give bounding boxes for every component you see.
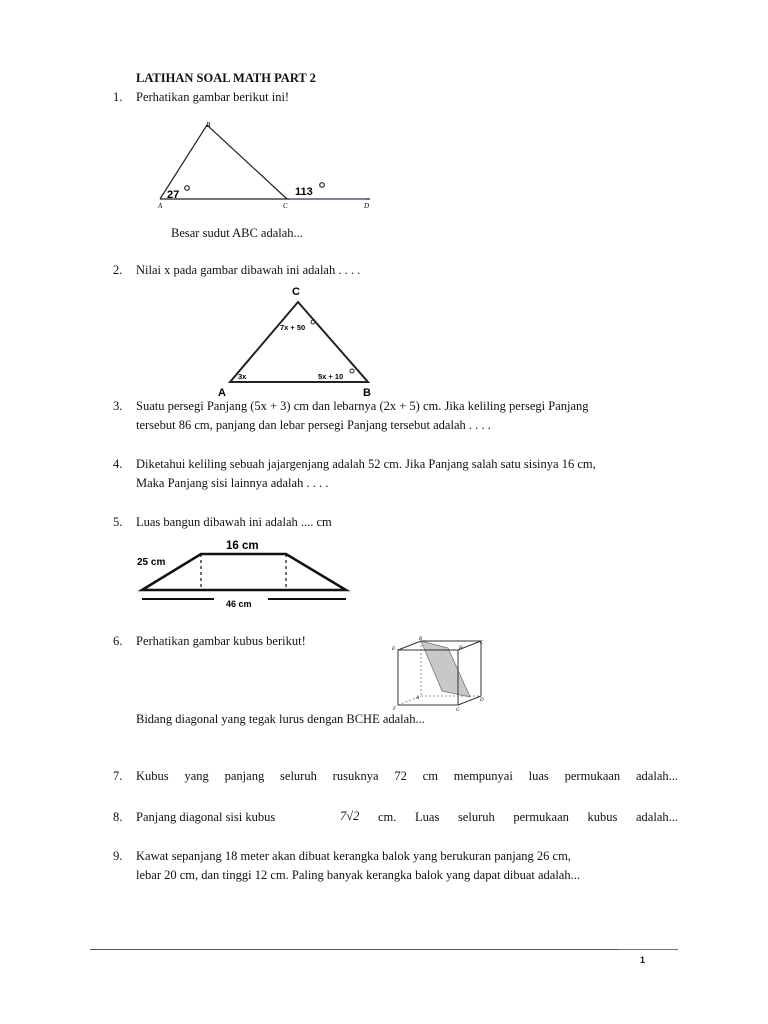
math-expression: 7√2 [340, 809, 360, 823]
vertex-b-label: B [206, 121, 211, 129]
question-4-line-2: Maka Panjang sisi lainnya adalah . . . . [136, 476, 329, 490]
degree-mark [350, 369, 354, 373]
page-number: 1 [640, 955, 646, 965]
top-side-label: 16 cm [226, 540, 259, 552]
vertex-a-label: A [158, 202, 163, 210]
question-number: 9. [113, 849, 123, 863]
question-number: 8. [113, 810, 123, 824]
question-number: 3. [113, 399, 123, 413]
question-1-subtext: Besar sudut ABC adalah... [171, 226, 303, 240]
question-4-line-1: Diketahui keliling sebuah jajargenjang adalah 52 cm. Jika Panjang salah satu sisinya 16 cm, [136, 457, 596, 471]
question-5-text: Luas bangun dibawah ini adalah .... cm [136, 515, 332, 529]
vertex-e-label: E [392, 647, 396, 652]
question-7-text: Kubus yang panjang seluruh rusuknya 72 cm mempunyai luas permukaan adalah... [136, 769, 678, 783]
figure-trapezoid [134, 535, 354, 613]
question-number: 6. [113, 634, 123, 648]
degree-mark [320, 183, 325, 188]
angle-c-expression: 7x + 50 [280, 323, 306, 332]
question-8-text-start: Panjang diagonal sisi kubus [136, 810, 276, 824]
vertex-b-label: B [363, 387, 371, 399]
footer-divider [90, 949, 678, 950]
question-number: 4. [113, 457, 123, 471]
figure-triangle-abc-exterior-angle [150, 117, 380, 212]
angle-b-expression: 5x + 10 [318, 372, 344, 381]
angle-a-expression: 3x [238, 372, 247, 381]
vertex-h-label: H [459, 646, 463, 651]
figure-triangle-abc-algebra [210, 282, 380, 397]
angle-c-value: 113 [295, 186, 313, 198]
question-1-text: Perhatikan gambar berikut ini! [136, 90, 290, 104]
vertex-a-label: A [218, 387, 226, 399]
question-9-line-2: lebar 20 cm, dan tinggi 12 cm. Paling banyak kerangka balok yang dapat dibuat adalah... [136, 868, 580, 882]
vertex-c-label: C [292, 286, 300, 298]
vertex-d-label: D [364, 202, 370, 210]
vertex-g-label: G [456, 708, 460, 713]
vertex-c-label: C [283, 202, 288, 210]
question-9-line-1: Kawat sepanjang 18 meter akan dibuat kerangka balok yang berukuran panjang 26 cm, [136, 849, 571, 863]
bottom-side-label: 46 cm [226, 599, 252, 609]
question-8-text-end: cm. Luas seluruh permukaan kubus adalah... [378, 810, 678, 824]
question-2-text: Nilai x pada gambar dibawah ini adalah . . . . [136, 263, 361, 277]
question-3-line-1: Suatu persegi Panjang (5x + 3) cm dan lebarnya (2x + 5) cm. Jika keliling persegi Panjang [136, 399, 589, 413]
page-title: LATIHAN SOAL MATH PART 2 [136, 71, 316, 85]
vertex-d-label: D [480, 698, 484, 703]
question-number: 2. [113, 263, 123, 277]
question-number: 5. [113, 515, 123, 529]
vertex-a-label: A [416, 696, 420, 701]
question-number: 1. [113, 90, 123, 104]
slant-side-label: 25 cm [137, 557, 166, 568]
figure-cube-bche [388, 636, 488, 714]
vertex-b-label: B [419, 637, 423, 642]
vertex-f-label: F [393, 707, 397, 712]
degree-mark [185, 186, 190, 191]
question-6-subtext: Bidang diagonal yang tegak lurus dengan BCHE adalah... [136, 712, 425, 726]
question-number: 7. [113, 769, 123, 783]
question-6-text: Perhatikan gambar kubus berikut! [136, 634, 306, 648]
vertex-c-label: C [480, 641, 484, 646]
footer-divider-accent [618, 949, 678, 950]
question-3-line-2: tersebut 86 cm, panjang dan lebar persegi Panjang tersebut adalah . . . . [136, 418, 491, 432]
angle-a-value: 27 [167, 189, 180, 201]
